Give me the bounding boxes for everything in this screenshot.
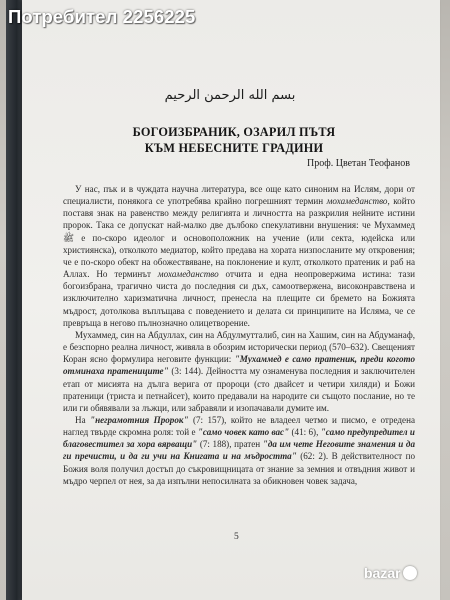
paragraph-text: (41: 6), — [289, 427, 321, 438]
paragraph-text: (7: 157), който не владеел четмо и писмо, е отредена наглед твърде скромна роля: той е — [63, 414, 415, 438]
paragraph-text: (7: 188), пратен — [197, 439, 263, 450]
quran-quote: "само човек като вас" — [197, 427, 290, 438]
paragraph-text: У нас, пък и в чуждата научна литература, все още като синоним на Ислям, дори от специалисти, понякога се употребява крайно погрешният термин — [63, 184, 415, 207]
quran-quote: "Мухаммед е само пратеник, преди когото отминаха пратениците" — [63, 354, 415, 377]
paragraph-text: , който поставя знак на равенство между религията и личността на разкрилия нейните истини пророк. Така се допускат най-малко две дълбоко спекулативни внушения: че Мухаммед ﷺ е по-скоро идеолог и основоположник на учение (или секта, юдейска или християнска), отколкото медиатор, който предава на хората низпосланите му откровения; че е по-скоро обект на обожествяване, на поклонение и култ, отколкото пратеник и раб на Аллах. Но терминът — [63, 196, 415, 280]
paragraph-text: На — [75, 414, 91, 425]
user-watermark: Потребител 2256225 — [8, 6, 196, 27]
body-paragraph — [63, 183, 415, 329]
basmala-header: بسم الله الرحمن الرحيم — [164, 88, 296, 103]
quran-quote: "само предупредител и благовестител за хора вярващи" — [63, 427, 415, 450]
paragraph-text: отчита и една неопровержима истина: тази богоизбрана, трагично чиста до последния си дъх, самоотвержена, високонравствена и изключително харизматична личност, пренесла на плещите си бремето на Божията мъдрост, дотолкова въплъщава с поведението и делата си принципите на Исляма, че се превръща в негово пълнозначно олицетворение. — [63, 269, 415, 328]
chapter-title-line-1: БОГОИЗБРАНИК, ОЗАРИЛ ПЪТЯ — [132, 125, 336, 139]
chapter-title-line-2: КЪМ НЕБЕСНИТЕ ГРАДИНИ — [144, 141, 324, 155]
paragraph-text: (3: 144). Дейността му ознаменува последния и заключителен етап от мисията на дълга верига от пророци (сто двайсет и четири хиляди) и Божи пратеници (триста и петнайсет), които предавали на народите си същото послание, но те или ги обявявали за лъжци, или забравяли и изопачавали думите им. — [63, 366, 415, 413]
paragraph-text: (62: 2). В действителност по Божия воля получил достъп до съкровищницата от знание за земния и отвъдния живот и мъдро черпел от нея, за да изпълни непосилната за обикновен човек задача, — [63, 451, 415, 486]
bazar-logo-icon — [403, 566, 417, 580]
chapter-author: Проф. Цветан Теофанов — [307, 158, 410, 169]
chapter-title — [100, 124, 368, 156]
body-paragraph — [63, 414, 415, 487]
page-number: 5 — [234, 532, 239, 542]
body-text — [63, 183, 415, 487]
emphasized-term: мохамеданство — [326, 196, 388, 207]
bazar-logo-text: bazar — [364, 565, 401, 581]
bazar-logo — [364, 565, 417, 581]
quran-quote: "да им чете Неговите знамения и да ги пречисти, и да ги учи на Книгата и на мъдростта" — [63, 439, 415, 462]
quran-quote: "неграмотния Пророк" — [90, 414, 189, 425]
paragraph-text: Мухаммед, син на Абдуллах, син на Абдулмутталиб, син на Хашим, син на Абдуманаф, е безспорно реална личност, живяла в обозрим исторически период (570–632). Свещеният Коран ясно формулира неговите функции: — [63, 329, 415, 365]
emphasized-term: мохамеданство — [157, 269, 219, 280]
body-paragraph — [63, 329, 415, 414]
